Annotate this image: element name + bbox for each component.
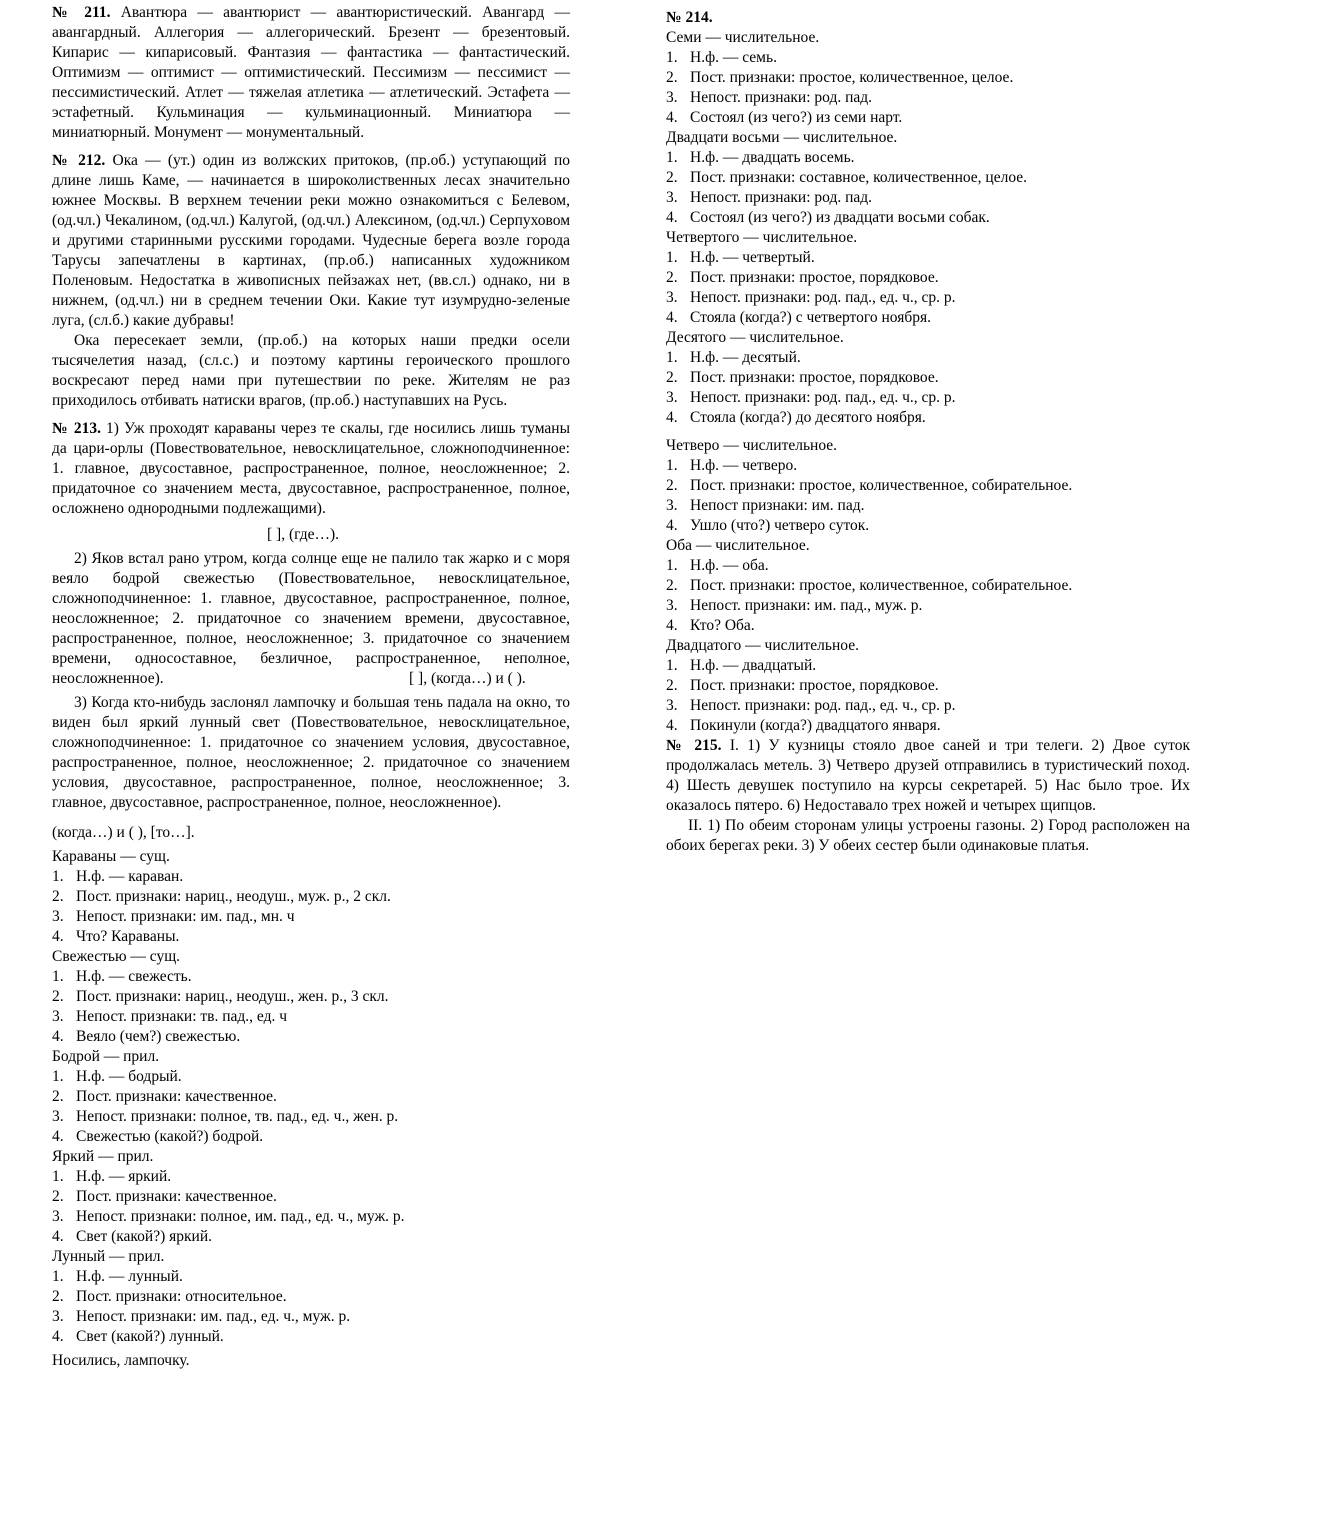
item-number: 2. xyxy=(666,269,678,286)
parsing-item xyxy=(666,496,1190,516)
item-text: Кто? Оба. xyxy=(690,617,755,634)
parsing-item xyxy=(52,907,570,927)
item-number: 2. xyxy=(52,888,64,905)
exercise-211 xyxy=(52,3,570,143)
parsing-heading: Семи — числительное. xyxy=(666,29,820,46)
item-number: 4. xyxy=(666,409,678,426)
parsing-item xyxy=(666,456,1190,476)
parsing-heading: Оба — числительное. xyxy=(666,537,810,554)
item-text: Ушло (что?) четверо суток. xyxy=(690,517,870,534)
item-number: 4. xyxy=(666,717,678,734)
item-text: Что? Караваны. xyxy=(76,928,180,945)
item-number: 3. xyxy=(666,289,678,306)
parsing-item xyxy=(666,556,1190,576)
item-text: Н.ф. — оба. xyxy=(690,557,769,574)
exercise-number: № 213. xyxy=(52,420,101,437)
parsing-item xyxy=(666,348,1190,368)
exercise-215-part-1 xyxy=(666,736,1190,816)
parsing-item xyxy=(666,88,1190,108)
item-number: 3. xyxy=(52,1208,64,1225)
exercise-number: № 212. xyxy=(52,152,106,169)
item-text: Н.ф. — десятый. xyxy=(690,349,801,366)
item-text: Свет (какой?) лунный. xyxy=(76,1328,224,1345)
item-number: 3. xyxy=(666,89,678,106)
parsing-item xyxy=(52,1087,570,1107)
item-text: Стояла (когда?) с четвертого ноября. xyxy=(690,309,931,326)
parsing-heading: Караваны — сущ. xyxy=(52,848,170,865)
item-text: Пост. признаки: простое, порядковое. xyxy=(690,269,939,286)
item-number: 2. xyxy=(52,1088,64,1105)
item-text: Пост. признаки: качественное. xyxy=(76,1088,277,1105)
item-number: 1. xyxy=(666,457,678,474)
parsing-item xyxy=(666,268,1190,288)
parsing-heading: Свежестью — сущ. xyxy=(52,948,181,965)
item-number: 1. xyxy=(52,868,64,885)
sentence-scheme: [ ], (когда…) и ( ). xyxy=(409,670,526,687)
parsing-heading: Яркий — прил. xyxy=(52,1148,154,1165)
item-text: Свежестью (какой?) бодрой. xyxy=(76,1128,264,1145)
parsing-item xyxy=(666,576,1190,596)
item-text: Пост. признаки: простое, количественное, собирательное. xyxy=(690,577,1073,594)
parsing-item xyxy=(52,1287,570,1307)
item-number: 3. xyxy=(52,1308,64,1325)
item-number: 4. xyxy=(52,1328,64,1345)
item-text: Пост. признаки: простое, порядковое. xyxy=(690,369,939,386)
parsing-item xyxy=(666,408,1190,428)
item-number: 3. xyxy=(666,697,678,714)
item-text: Н.ф. — лунный. xyxy=(76,1268,183,1285)
parsing-item xyxy=(666,68,1190,88)
item-number: 3. xyxy=(52,1008,64,1025)
parsing-item xyxy=(52,1227,570,1247)
item-text: Н.ф. — семь. xyxy=(690,49,777,66)
parsing-item xyxy=(666,288,1190,308)
item-text: Н.ф. — четверо. xyxy=(690,457,798,474)
item-number: 4. xyxy=(666,209,678,226)
item-number: 3. xyxy=(666,389,678,406)
item-number: 2. xyxy=(666,369,678,386)
item-text: Пост. признаки: нариц., неодуш., жен. р., 3 скл. xyxy=(76,988,389,1005)
item-number: 1. xyxy=(666,557,678,574)
parsing-item xyxy=(52,1207,570,1227)
parsing-item xyxy=(52,1187,570,1207)
exercise-number: № 211. xyxy=(52,4,111,21)
exercise-text: 1) Уж проходят караваны через те скалы, где носились лишь туманы да цари-орлы (Повествовательное, невосклицательное, сложноподчиненное: 1. главное, двусоставное, распространенное, полное, неосложненное; 2. придаточное со значением места, двусоставное, распространенное, полное, осложнено однородными подлежащими). xyxy=(52,420,571,517)
item-text: Непост. признаки: им. пад., мн. ч xyxy=(76,908,295,925)
item-text: Н.ф. — четвертый. xyxy=(690,249,815,266)
parsing-item xyxy=(52,987,570,1007)
parsing-item xyxy=(666,248,1190,268)
parsing-item xyxy=(52,1127,570,1147)
item-number: 1. xyxy=(666,249,678,266)
item-text: Н.ф. — двадцать восемь. xyxy=(690,149,855,166)
item-text: Пост. признаки: относительное. xyxy=(76,1288,287,1305)
exercise-text: Ока — (ут.) один из волжских притоков, (пр.об.) уступающий по длине лишь Каме, — начинается в широколиственных лесах значительно южнее Москвы. В верхнем течении реки можно ознакомиться с Белевом, (од.чл.) Чекалином, (од.чл.) Калугой, (од.чл.) Алексином, (од.чл.) Серпуховом и другими старинными русскими городами. Чудесные берега возле города Тарусы запечатлены в картинах, (пр.об.) написанных художником Поленовым. Недостатка в живописных пейзажах нет, (вв.сл.) однако, ни в нижнем, (од.чл.) ни в среднем течении Оки. Какие тут изумрудно-зеленые луга, (сл.б.) какие дубравы! xyxy=(52,152,571,329)
parsing-heading: Двадцати восьми — числительное. xyxy=(666,129,898,146)
exercise-213-part-1 xyxy=(52,419,570,519)
parsing-heading: Бодрой — прил. xyxy=(52,1048,160,1065)
item-text: Веяло (чем?) свежестью. xyxy=(76,1028,241,1045)
parsing-item xyxy=(666,388,1190,408)
item-number: 1. xyxy=(52,1268,64,1285)
exercise-text: Авантюра — авантюрист — авантюристический. Авангард — авангардный. Аллегория — аллегорический. Брезент — брезентовый. Кипарис — кипарисовый. Фантазия — фантастика — фантастический. Оптимизм — оптимист — оптимистический. Пессимизм — пессимист — пессимистический. Атлет — тяжелая атлетика — атлетический. Эстафета — эстафетный. Кульминация — кульминационный. Миниатюра — миниатюрный. Монумент — монументальный. xyxy=(52,4,570,141)
item-text: Н.ф. — двадцатый. xyxy=(690,657,817,674)
parsing-item xyxy=(52,1067,570,1087)
parsing-item xyxy=(666,308,1190,328)
item-text: Непост. признаки: им. пад., ед. ч., муж. р. xyxy=(76,1308,351,1325)
item-text: Пост. признаки: качественное. xyxy=(76,1188,277,1205)
item-text: Н.ф. — караван. xyxy=(76,868,184,885)
item-number: 4. xyxy=(52,1228,64,1245)
item-text: Свет (какой?) яркий. xyxy=(76,1228,213,1245)
item-text: Н.ф. — бодрый. xyxy=(76,1068,182,1085)
item-text: Непост. признаки: род. пад., ед. ч., ср. р. xyxy=(690,389,956,406)
item-number: 4. xyxy=(52,928,64,945)
parsing-item xyxy=(52,967,570,987)
item-number: 4. xyxy=(52,1128,64,1145)
item-number: 2. xyxy=(666,169,678,186)
parsing-item xyxy=(666,596,1190,616)
parsing-item xyxy=(52,887,570,907)
item-text: Состоял (из чего?) из двадцати восьми собак. xyxy=(690,209,990,226)
item-number: 3. xyxy=(52,908,64,925)
item-text: Покинули (когда?) двадцатого января. xyxy=(690,717,941,734)
parsing-item xyxy=(666,188,1190,208)
item-text: Непост. признаки: полное, тв. пад., ед. ч., жен. р. xyxy=(76,1108,399,1125)
exercise-214-number: № 214. xyxy=(666,9,713,26)
item-number: 4. xyxy=(666,617,678,634)
parsing-item xyxy=(666,656,1190,676)
item-number: 2. xyxy=(666,477,678,494)
item-text: Непост. признаки: род. пад. xyxy=(690,89,873,106)
item-text: Н.ф. — свежесть. xyxy=(76,968,192,985)
item-number: 1. xyxy=(666,349,678,366)
exercise-text: I. 1) У кузницы стояло двое саней и три телеги. 2) Двое суток продолжалась метель. 3) Четверо друзей отправились в туристический поход. 4) Шесть девушек поступило на курсы секретарей. 5) Нас было трое. Их оказалось пятеро. 6) Недоставало трех ножей и четырех щипцов. xyxy=(666,737,1191,814)
item-number: 1. xyxy=(52,1168,64,1185)
item-text: Н.ф. — яркий. xyxy=(76,1168,172,1185)
item-text: Непост признаки: им. пад. xyxy=(690,497,865,514)
item-number: 3. xyxy=(666,597,678,614)
morphemic-parsing: Носились, лампочку. xyxy=(52,1352,190,1369)
parsing-heading: Четверо — числительное. xyxy=(666,437,838,454)
item-text: Пост. признаки: простое, количественное, целое. xyxy=(690,69,1014,86)
parsing-item xyxy=(52,1267,570,1287)
parsing-item xyxy=(52,1027,570,1047)
item-number: 2. xyxy=(666,69,678,86)
item-number: 2. xyxy=(666,677,678,694)
parsing-item xyxy=(666,696,1190,716)
parsing-item xyxy=(666,48,1190,68)
parsing-item xyxy=(52,1007,570,1027)
item-number: 3. xyxy=(52,1108,64,1125)
exercise-213-part-2: 2) Яков встал рано утром, когда солнце еще не палило так жарко и с моря веяло бодрой свежестью (Повествовательное, невосклицательное, сложноподчиненное: 1. главное, двусоставное, распространенное, полное, неосложненное; 2. придаточное со значением времени, двусоставное, распространенное, полное, неосложненное; 3. придаточное со значением времени, односоставное, безличное, распространенное, неполное, неосложненное). xyxy=(52,550,570,687)
parsing-item xyxy=(52,1107,570,1127)
item-text: Непост. признаки: род. пад. xyxy=(690,189,873,206)
exercise-215-part-2: II. 1) По обеим сторонам улицы устроены газоны. 2) Город расположен на обоих берегах реки. 3) У обеих сестер были одинаковые платья. xyxy=(666,817,1190,854)
parsing-item xyxy=(666,716,1190,736)
exercise-number: № 215. xyxy=(666,737,722,754)
parsing-list xyxy=(52,847,570,1347)
item-number: 4. xyxy=(666,517,678,534)
item-number: 2. xyxy=(52,1188,64,1205)
item-number: 1. xyxy=(666,49,678,66)
item-number: 1. xyxy=(52,968,64,985)
exercise-213-part-3: 3) Когда кто-нибудь заслонял лампочку и большая тень падала на окно, то виден был яркий лунный свет (Повествовательное, невосклицательное, сложноподчиненное: 1. придаточное со значением условия, двусоставное, распространенное, полное, неосложненное; 2. придаточное со значением условия, двусоставное, распространенное, полное, неосложненное; 3. главное, двусоставное, распространенное, полное, неосложненное). xyxy=(52,694,570,811)
parsing-item xyxy=(52,1327,570,1347)
item-number: 3. xyxy=(666,497,678,514)
item-text: Пост. признаки: составное, количественное, целое. xyxy=(690,169,1028,186)
parsing-item xyxy=(52,1307,570,1327)
item-number: 1. xyxy=(666,657,678,674)
parsing-item xyxy=(666,476,1190,496)
parsing-item xyxy=(52,1167,570,1187)
parsing-item xyxy=(666,516,1190,536)
item-number: 4. xyxy=(52,1028,64,1045)
item-text: Пост. признаки: простое, порядковое. xyxy=(690,677,939,694)
item-text: Стояла (когда?) до десятого ноября. xyxy=(690,409,926,426)
item-number: 4. xyxy=(666,309,678,326)
parsing-item xyxy=(666,616,1190,636)
parsing-item xyxy=(666,148,1190,168)
exercise-212 xyxy=(52,151,570,331)
parsing-heading: Четвертого — числительное. xyxy=(666,229,858,246)
sentence-scheme: (когда…) и ( ), [то…]. xyxy=(52,824,195,841)
item-text: Непост. признаки: род. пад., ед. ч., ср. р. xyxy=(690,289,956,306)
parsing-item xyxy=(666,368,1190,388)
item-text: Непост. признаки: род. пад., ед. ч., ср. р. xyxy=(690,697,956,714)
item-number: 1. xyxy=(52,1068,64,1085)
item-number: 1. xyxy=(666,149,678,166)
parsing-item xyxy=(52,867,570,887)
parsing-heading: Лунный — прил. xyxy=(52,1248,165,1265)
parsing-item xyxy=(666,676,1190,696)
parsing-item xyxy=(666,168,1190,188)
parsing-item xyxy=(666,108,1190,128)
item-text: Непост. признаки: им. пад., муж. р. xyxy=(690,597,923,614)
sentence-scheme: [ ], (где…). xyxy=(267,526,339,543)
right-column xyxy=(666,0,1190,856)
item-text: Непост. признаки: полное, им. пад., ед. ч., муж. р. xyxy=(76,1208,405,1225)
item-number: 4. xyxy=(666,109,678,126)
parsing-item xyxy=(52,927,570,947)
item-text: Состоял (из чего?) из семи нарт. xyxy=(690,109,903,126)
item-text: Пост. признаки: простое, количественное, собирательное. xyxy=(690,477,1073,494)
item-number: 2. xyxy=(666,577,678,594)
parsing-item xyxy=(666,208,1190,228)
parsing-heading: Десятого — числительное. xyxy=(666,329,844,346)
item-number: 2. xyxy=(52,988,64,1005)
item-number: 3. xyxy=(666,189,678,206)
item-text: Пост. признаки: нариц., неодуш., муж. р., 2 скл. xyxy=(76,888,391,905)
exercise-212-paragraph-2: Ока пересекает земли, (пр.об.) на которых наши предки осели тысячелетия назад, (сл.с.) и поэтому картины героического прошлого воскресают перед нами при путешествии по реке. Жителям не раз приходилось отбивать натиски врагов, (пр.об.) наступавших на Русь. xyxy=(52,332,570,409)
numeral-parsing-list xyxy=(666,28,1190,736)
parsing-heading: Двадцатого — числительное. xyxy=(666,637,859,654)
left-column xyxy=(52,0,570,1371)
item-text: Непост. признаки: тв. пад., ед. ч xyxy=(76,1008,288,1025)
item-number: 2. xyxy=(52,1288,64,1305)
